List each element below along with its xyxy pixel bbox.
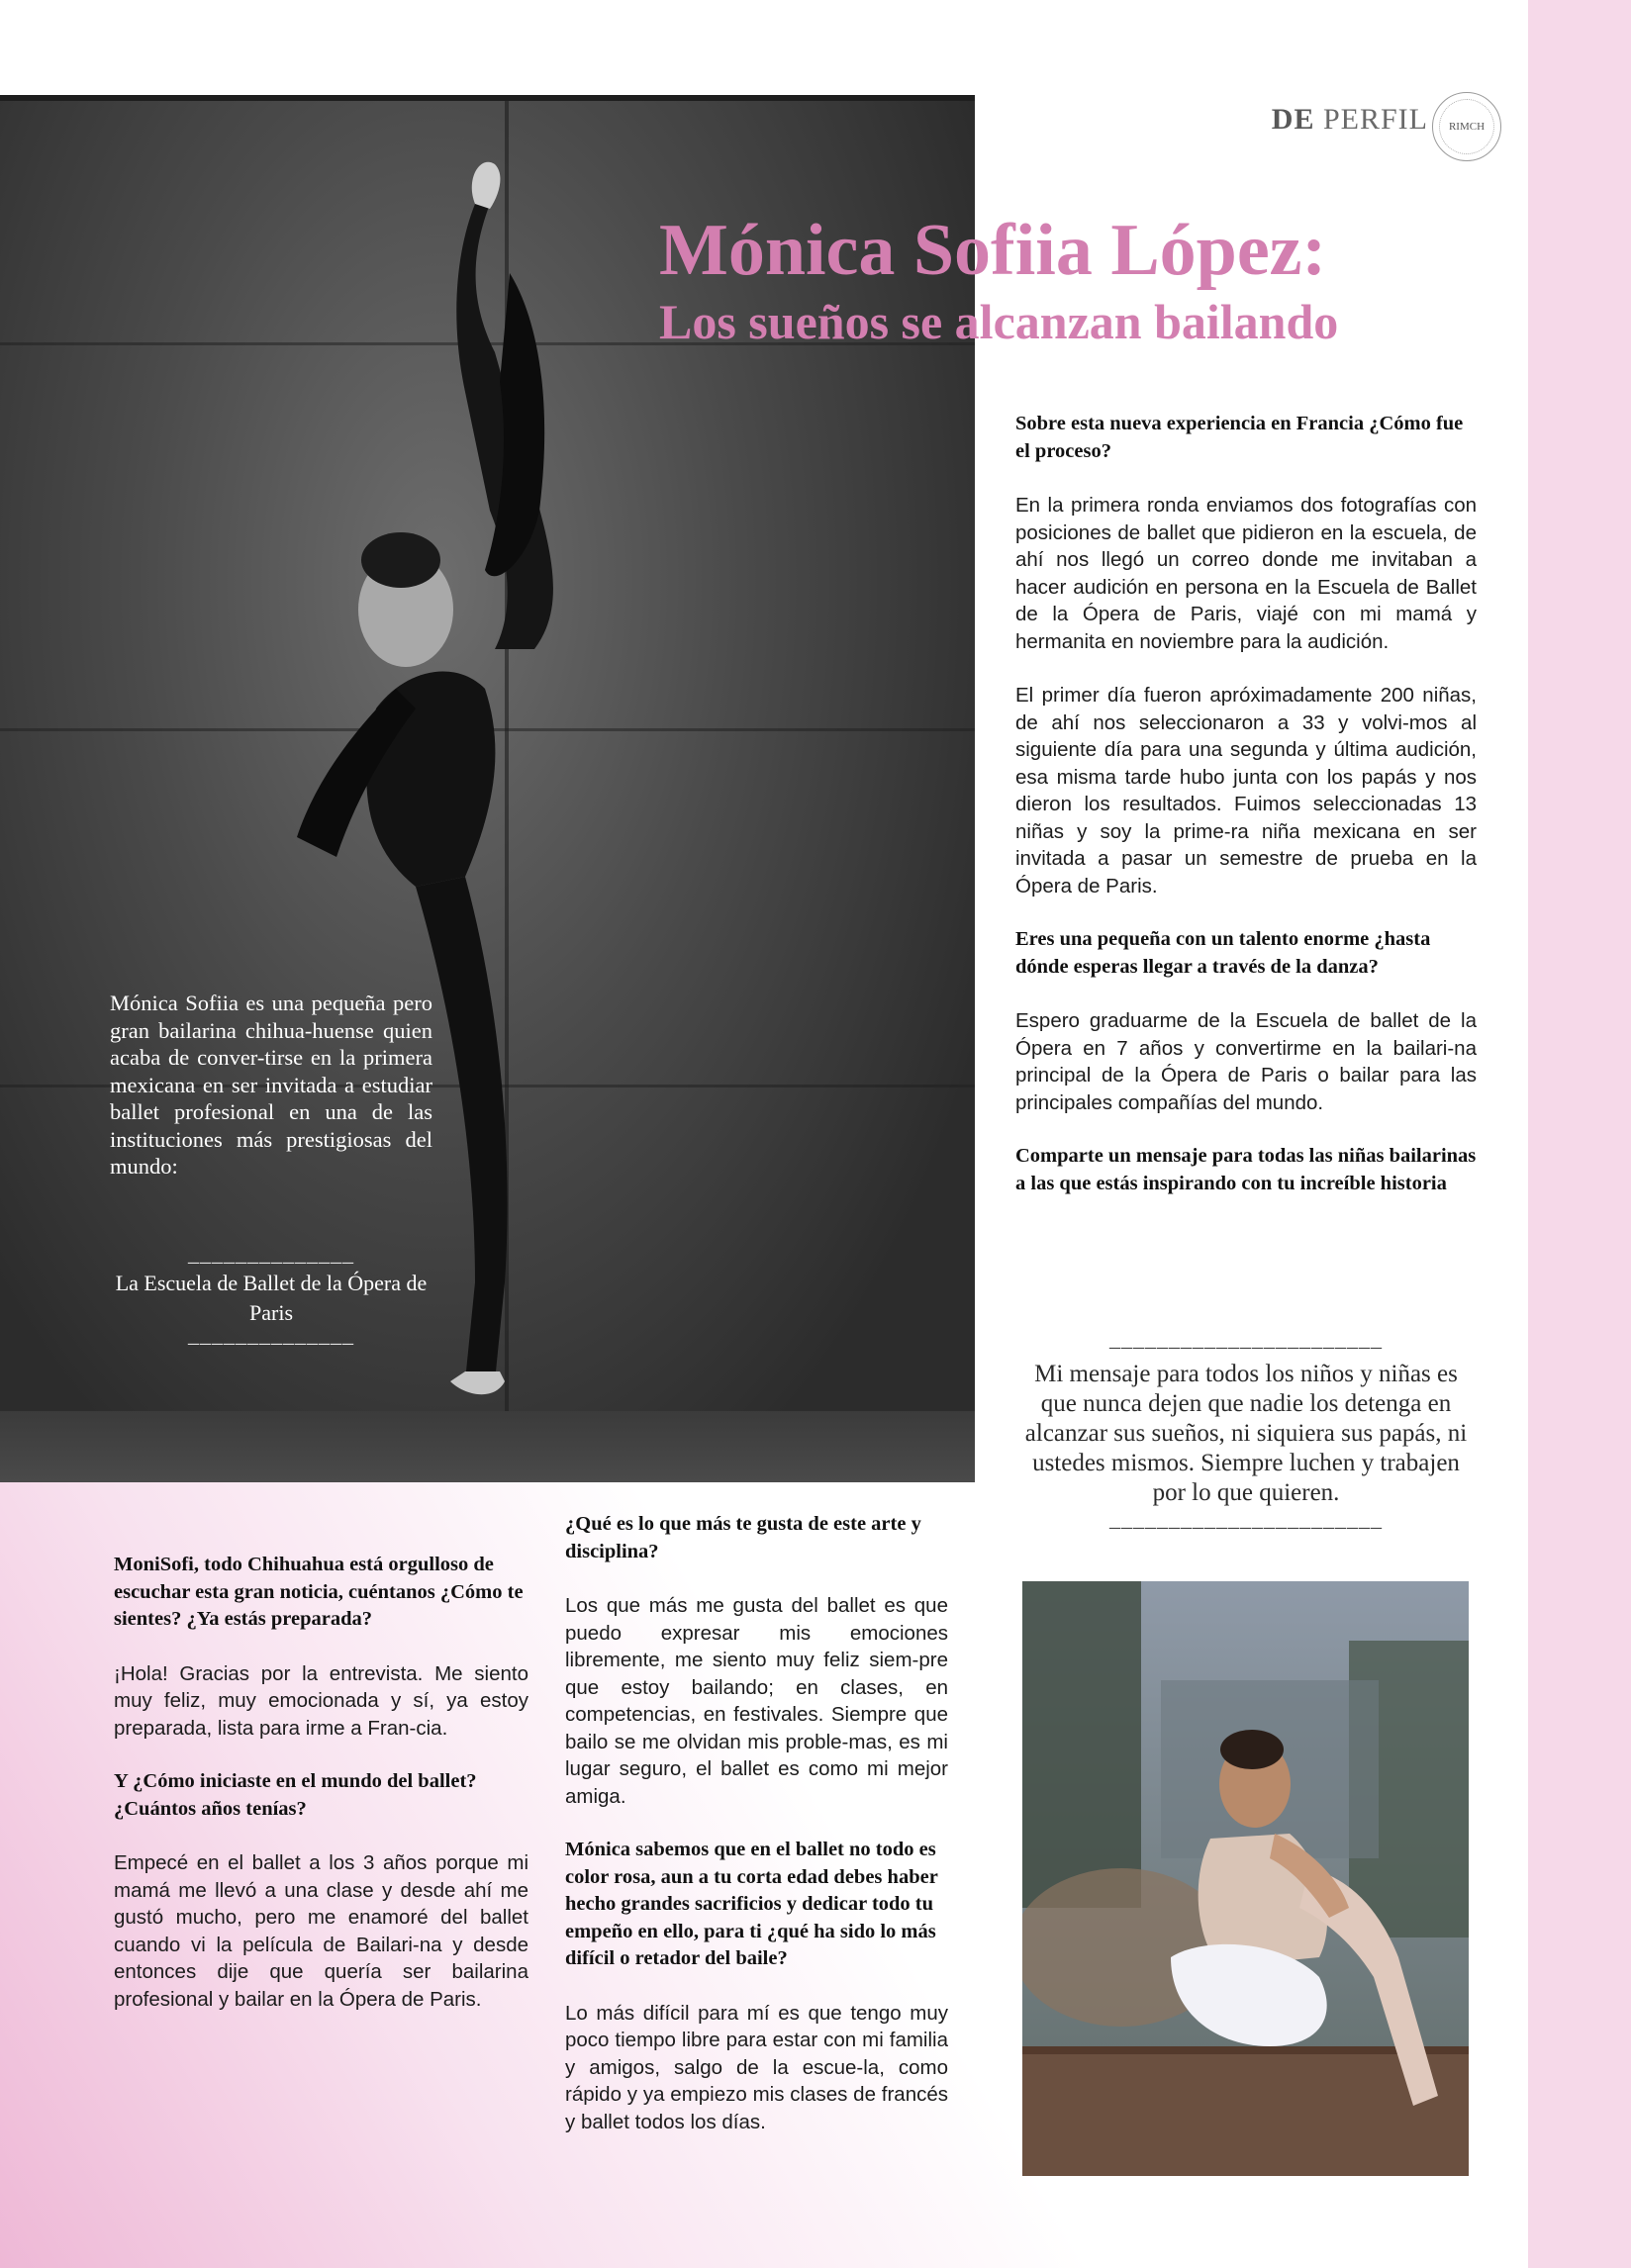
middle-column	[565, 1511, 948, 2162]
answer-difficult: Lo más difícil para mí es que tengo muy poco tiempo libre para estar con mi familia y amigos, salgo de la escue-la, como rápido y ya empiezo mis clases de francés y ballet todos los días.	[565, 2001, 948, 2133]
article-subtitle: Los sueños se alcanzan bailando	[659, 294, 1339, 349]
answer-process-1: En la primera ronda enviamos dos fotografías con posiciones de ballet que pidieron en la escuela, de ahí nos llegó un correo donde me invitaban a hacer audición en persona en la Escuela de Ballet de la Ópera de Paris, viajé con mi mamá y hermanita en noviembre para la audición.	[1015, 494, 1477, 653]
question-message: Comparte un mensaje para todas las niñas bailarinas a las que estás inspirando con tu increíble historia	[1015, 1145, 1477, 1194]
right-column	[1015, 411, 1477, 1224]
quote-divider-top: _______________________	[1109, 1326, 1383, 1351]
intro-divider-bottom: ______________	[188, 1322, 354, 1347]
question-difficult: Mónica sabemos que en el ballet no todo es color rosa, aun a tu corta edad debes haber hecho grandes sacrificios y dedicar todo tu empeño en ello, para ti ¿qué ha sido lo más difícil o retador del baile?	[565, 1839, 938, 1969]
magazine-seal-logo	[1432, 92, 1501, 161]
intro-paragraph: Mónica Sofiia es una pequeña pero gran bailarina chihua-huense quien acaba de conver-tirse en la primera mexicana en ser invitada a estudiar ballet profesional en una de las instituciones más prestigiosas del mundo:	[110, 991, 432, 1179]
answer-feelings: ¡Hola! Gracias por la entrevista. Me siento muy feliz, muy emocionada y sí, ya estoy preparada, lista para irme a Fran-cia.	[114, 1661, 528, 1740]
seated-dancer-photo	[1022, 1581, 1469, 2176]
quote-text: Mi mensaje para todos los niños y niñas es que nunca dejen que nadie los detenga en alcanzar sus sueños, ni siquiera sus papás, ni ustedes mismos. Siempre luchen y trabajen por lo que quieren.	[1024, 1361, 1468, 1506]
intro-school-name: La Escuela de Ballet de la Ópera de Paris	[115, 1271, 428, 1325]
article-title: Mónica Sofiia López:	[659, 210, 1327, 291]
question-process: Sobre esta nueva experiencia en Francia ¿Cómo fue el proceso?	[1015, 413, 1464, 462]
section-tag-rest: PERFIL	[1322, 103, 1428, 136]
answer-favorite: Los que más me gusta del ballet es que puedo expresar mis emociones libremente, me siento muy feliz siem-pre que estoy bailando; en clases, en competencias, en festivales. Siempre que bailo se me olvidan mis proble-mas, es mi lugar seguro, el ballet es como mi mejor amiga.	[565, 1594, 948, 1808]
answer-beginnings: Empecé en el ballet a los 3 años porque mi mamá me llevó a una clase y desde ahí me gustó mucho, pero me enamoré del ballet cuando vi la película de Bailari-na y desde entonces dije que quería ser bailarina profesional y bailar en la Ópera de Paris.	[114, 1851, 528, 2011]
question-beginnings: Y ¿Cómo iniciaste en el mundo del ballet? ¿Cuántos años tenías?	[114, 1770, 477, 1820]
left-column	[114, 1552, 528, 2039]
intro-divider-top: ______________	[188, 1241, 354, 1266]
question-favorite: ¿Qué es lo que más te gusta de este arte y disciplina?	[565, 1513, 921, 1562]
seal-text: RIMCH	[1448, 121, 1486, 133]
question-talent: Eres una pequeña con un talento enorme ¿hasta dónde esperas llegar a través de la danza?	[1015, 928, 1431, 978]
pull-quote	[1015, 1318, 1477, 1540]
answer-talent: Espero graduarme de la Escuela de ballet de la Ópera en 7 años y convertirme en la bailari-na principal de la Ópera de Paris o bailar para las principales compañías del mundo.	[1015, 1009, 1477, 1114]
intro-school-block	[110, 1239, 432, 1347]
answer-process-2: El primer día fueron apróximadamente 200 niñas, de ahí nos seleccionaron a 33 y volvi-mos al siguiente día para una segunda y última audición, esa misma tarde hubo junta con los papás y nos dieron los resultados. Fuimos seleccionadas 13 niñas y soy la prime-ra niña mexicana en ser invitada a pasar un semestre de prueba en la Ópera de Paris.	[1015, 684, 1477, 898]
quote-divider-bottom: _______________________	[1109, 1506, 1383, 1531]
section-tag-bold: DE	[1271, 103, 1315, 136]
section-tag	[1272, 103, 1428, 137]
pink-side-strip	[1528, 0, 1631, 2268]
question-feelings: MoniSofi, todo Chihuahua está orgulloso de escuchar esta gran noticia, cuéntanos ¿Cómo te sientes? ¿Ya estás preparada?	[114, 1554, 524, 1630]
